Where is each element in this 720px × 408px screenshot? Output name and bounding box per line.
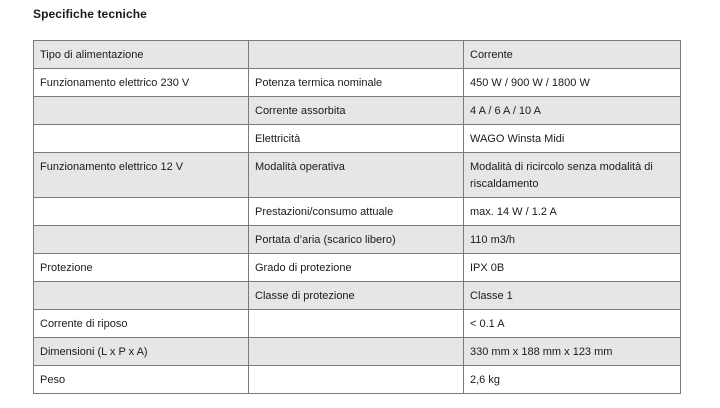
row-parameter — [249, 366, 464, 394]
row-value: 110 m3/h — [464, 226, 681, 254]
row-value: 4 A / 6 A / 10 A — [464, 97, 681, 125]
specs-table-body — [34, 41, 681, 394]
row-value: max. 14 W / 1.2 A — [464, 198, 681, 226]
row-value: 450 W / 900 W / 1800 W — [464, 69, 681, 97]
row-parameter: Portata d’aria (scarico libero) — [249, 226, 464, 254]
row-value: WAGO Winsta Midi — [464, 125, 681, 153]
row-category — [34, 125, 249, 153]
row-category — [34, 282, 249, 310]
row-value: IPX 0B — [464, 254, 681, 282]
row-value: 2,6 kg — [464, 366, 681, 394]
row-category — [34, 97, 249, 125]
table-row — [34, 97, 681, 125]
row-value: 330 mm x 188 mm x 123 mm — [464, 338, 681, 366]
row-parameter: Prestazioni/consumo attuale — [249, 198, 464, 226]
row-parameter: Modalità operativa — [249, 153, 464, 198]
table-row — [34, 69, 681, 97]
table-row — [34, 254, 681, 282]
row-value: Corrente — [464, 41, 681, 69]
row-value: Modalità di ricircolo senza modalità di riscaldamento — [464, 153, 681, 198]
table-row — [34, 41, 681, 69]
row-category: Funzionamento elettrico 230 V — [34, 69, 249, 97]
table-row — [34, 198, 681, 226]
table-row — [34, 226, 681, 254]
row-category: Protezione — [34, 254, 249, 282]
row-category: Corrente di riposo — [34, 310, 249, 338]
row-parameter: Classe di protezione — [249, 282, 464, 310]
row-category — [34, 226, 249, 254]
table-row — [34, 366, 681, 394]
row-category: Peso — [34, 366, 249, 394]
table-row — [34, 338, 681, 366]
specs-table — [33, 40, 681, 394]
row-parameter: Elettricità — [249, 125, 464, 153]
row-value: Classe 1 — [464, 282, 681, 310]
row-parameter — [249, 41, 464, 69]
section-title: Specifiche tecniche — [33, 7, 147, 21]
row-category: Dimensioni (L x P x A) — [34, 338, 249, 366]
row-category: Funzionamento elettrico 12 V — [34, 153, 249, 198]
row-parameter: Grado di protezione — [249, 254, 464, 282]
row-parameter: Corrente assorbita — [249, 97, 464, 125]
table-row — [34, 153, 681, 198]
row-parameter: Potenza termica nominale — [249, 69, 464, 97]
table-row — [34, 125, 681, 153]
table-row — [34, 282, 681, 310]
row-parameter — [249, 310, 464, 338]
row-value: < 0.1 A — [464, 310, 681, 338]
row-parameter — [249, 338, 464, 366]
row-category: Tipo di alimentazione — [34, 41, 249, 69]
row-category — [34, 198, 249, 226]
table-row — [34, 310, 681, 338]
